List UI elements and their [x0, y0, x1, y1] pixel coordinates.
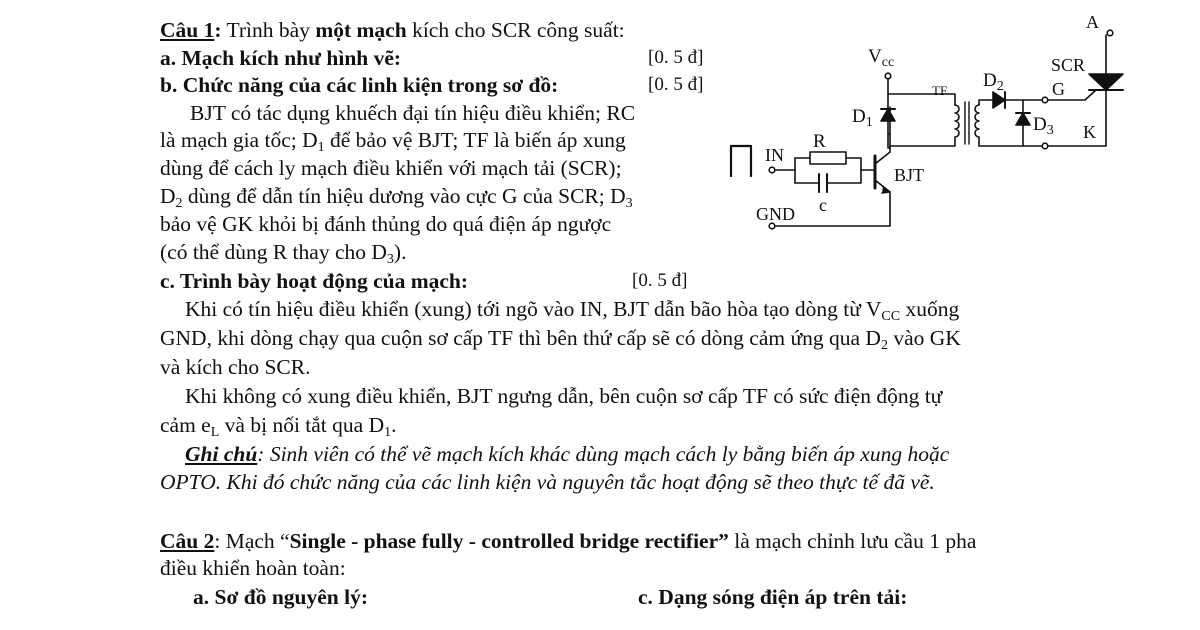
r-label: R [813, 131, 826, 152]
transformer-core [965, 102, 969, 144]
q1-note-line-2: OPTO. Khi đó chức năng của các linh kiện và nguyên tắc hoạt động sẽ theo thực tế đã vẽ. [160, 470, 935, 494]
q1-note-line-1: Ghi chú: Sinh viên có thể vẽ mạch kích khác dùng mạch cách ly bằng biến áp xung hoặc [185, 442, 950, 466]
q1-c-text-line-2: GND, khi dòng chạy qua cuộn sơ cấp TF thì bên thứ cấp sẽ có dòng cảm ứng qua $D_2$ vào GK [160, 326, 961, 353]
note-label: Ghi chú [185, 442, 258, 466]
q1-c-text-line-4: Khi không có xung điều khiển, BJT ngưng dẫn, bên cuộn sơ cấp TF có sức điện động tự [185, 384, 943, 408]
pulse-symbol [731, 146, 751, 176]
capacitor-c [819, 174, 827, 192]
q1-b-text-line-1: BJT có tác dụng khuếch đại tín hiệu điều khiển; RC [190, 101, 636, 125]
gnd-label: GND [756, 204, 795, 224]
k-label: K [1083, 122, 1096, 142]
q1-a-points: [0. 5 đ] [648, 47, 704, 68]
d2-label: $D_2$ [983, 70, 1004, 94]
q1-b-text-line-4: $D_2$ dùng để dẫn tín hiệu dương vào cực G của SCR; $D_3$ [160, 184, 633, 211]
q2-title-line-2: điều khiển hoàn toàn: [160, 556, 346, 580]
c-label: c [819, 195, 827, 215]
d3-label: $D_3$ [1033, 114, 1054, 138]
scr-thyristor [1089, 74, 1123, 90]
q1-c-text-line-5: cảm $e_L$ và bị nối tắt qua $D_1$. [160, 413, 397, 440]
q1-title: Câu 1: Trình bày một mạch kích cho SCR công suất: [160, 18, 625, 42]
q2-label: Câu 2 [160, 529, 215, 553]
q1-c-text-line-3: và kích cho SCR. [160, 355, 311, 379]
diode-d1 [881, 109, 895, 121]
g-terminal [1042, 97, 1048, 103]
vcc-label: $V_{cc}$ [868, 46, 895, 70]
q1-b-text-line-5: bảo vệ GK khỏi bị đánh thủng do quá điện áp ngược [160, 212, 612, 236]
vcc-terminal [885, 73, 891, 79]
g-label: G [1052, 79, 1065, 99]
q1-c-text-line-1: Khi có tín hiệu điều khiển (xung) tới ngõ vào IN, BJT dẫn bão hòa tạo dòng từ $V_{CC}$ xuống [185, 297, 960, 324]
q2-c-label: c. Dạng sóng điện áp trên tải: [638, 585, 908, 609]
bjt-label: BJT [894, 165, 925, 185]
a-label: A [1086, 12, 1099, 32]
q1-c-label: c. Trình bày hoạt động của mạch: [160, 269, 469, 293]
q1-b-label: b. Chức năng của các linh kiện trong sơ đồ: [160, 73, 559, 97]
q1-b-text-line-6: (có thể dùng R thay cho $D_3$). [160, 240, 407, 267]
diode-d3 [1016, 113, 1030, 125]
in-terminal [769, 167, 775, 173]
q2-a-label: a. Sơ đồ nguyên lý: [193, 585, 368, 609]
q2-title-line-1: Câu 2: Mạch “Single - phase fully - controlled bridge rectifier” là mạch chỉnh lưu cầu 1 pha [160, 529, 977, 553]
q1-b-text-line-2: là mạch gia tốc; $D_1$ để bảo vệ BJT; TF là biến áp xung [160, 128, 626, 155]
q1-label: Câu 1 [160, 18, 215, 42]
d1-label: $D_1$ [852, 106, 873, 130]
q1-a-label: a. Mạch kích như hình vẽ: [160, 46, 402, 70]
q1-c-points: [0. 5 đ] [632, 270, 688, 291]
tf-label: TF [932, 83, 948, 98]
scr-label: SCR [1051, 55, 1086, 75]
transformer-tf-primary [890, 105, 959, 146]
q1-b-points: [0. 5 đ] [648, 74, 704, 95]
q1-b-text-line-3: dùng để cách ly mạch điều khiển với mạch tải (SCR); [160, 156, 622, 180]
in-label: IN [765, 145, 784, 165]
diode-d2 [993, 92, 1005, 108]
k-terminal [1042, 143, 1048, 149]
a-terminal [1107, 30, 1113, 36]
